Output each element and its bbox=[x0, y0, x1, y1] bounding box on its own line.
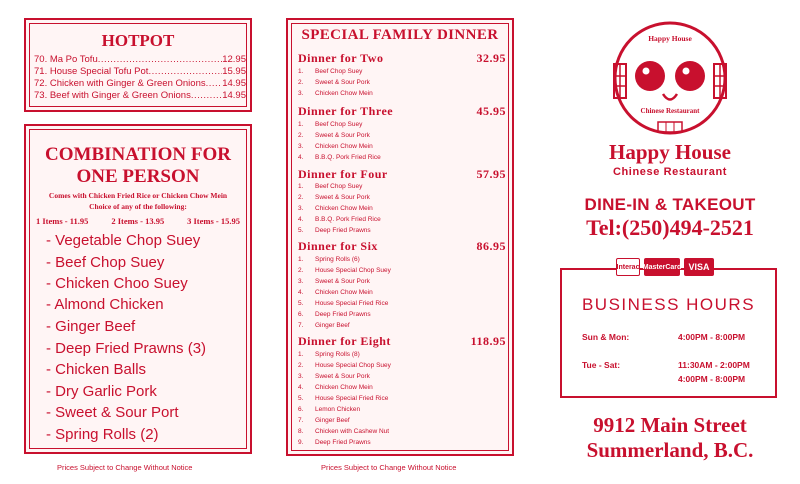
dinner-item: 4. Chicken Chow Mein bbox=[298, 384, 373, 391]
hotpot-item-name: 72. Chicken with Ginger & Green Onions bbox=[34, 78, 206, 89]
dinner-item: 1. Spring Rolls (8) bbox=[298, 351, 360, 358]
dinner-item: 2. Sweet & Sour Pork bbox=[298, 79, 370, 86]
dinner-item: 3. Chicken Chow Mein bbox=[298, 90, 373, 97]
dinner-name: Dinner for Four bbox=[298, 167, 388, 181]
dinner-item: 4. B.B.Q. Pork Fried Rice bbox=[298, 216, 381, 223]
dinner-item: 3. Sweet & Sour Pork bbox=[298, 373, 370, 380]
hours-days: Tue - Sat: bbox=[582, 360, 621, 370]
hotpot-item-price: 14.95 bbox=[222, 78, 246, 89]
dinner-price: 57.95 bbox=[476, 167, 506, 181]
family-dinner-title: SPECIAL FAMILY DINNER bbox=[301, 27, 499, 43]
combination-panel bbox=[24, 124, 252, 454]
hotpot-item-name: 71. House Special Tofu Pot bbox=[34, 66, 149, 77]
combination-item: - Spring Rolls (2) bbox=[46, 426, 159, 443]
hotpot-item-price: 15.95 bbox=[222, 66, 246, 77]
dinner-item: 1. Beef Chop Suey bbox=[298, 68, 363, 75]
logo-bottom-text: Chinese Restaurant bbox=[640, 107, 700, 115]
dinner-name: Dinner for Six bbox=[298, 239, 378, 253]
interac-icon: Interac bbox=[616, 258, 640, 276]
hours-time: 4:00PM - 8:00PM bbox=[678, 332, 746, 342]
dinner-item: 9. Deep Fried Prawns bbox=[298, 439, 371, 446]
hotpot-title: HOTPOT bbox=[101, 31, 175, 50]
dinner-item: 7. Ginger Beef bbox=[298, 322, 350, 329]
dinner-item: 1. Beef Chop Suey bbox=[298, 121, 363, 128]
happy-house-logo bbox=[612, 20, 728, 136]
dinner-item: 7. Ginger Beef bbox=[298, 417, 350, 424]
business-hours-panel bbox=[560, 268, 777, 398]
dinner-name: Dinner for Three bbox=[298, 104, 394, 118]
dinner-heading bbox=[298, 167, 506, 182]
dinner-item: 6. Deep Fried Prawns bbox=[298, 311, 371, 318]
dinner-heading bbox=[298, 334, 506, 349]
hotpot-item-name: 73. Beef with Ginger & Green Onions bbox=[34, 90, 191, 101]
hotpot-item-price: 14.95 bbox=[222, 90, 246, 101]
combination-item: - Deep Fried Prawns (3) bbox=[46, 340, 207, 357]
combination-item: - Chicken Choo Suey bbox=[46, 275, 188, 292]
hotpot-item-price: 12.95 bbox=[222, 54, 246, 65]
combination-item: - Chicken Balls bbox=[46, 361, 147, 378]
payment-methods bbox=[616, 258, 714, 276]
logo-top-text: Happy House bbox=[648, 34, 692, 43]
hotpot-panel bbox=[24, 18, 252, 112]
dinner-item: 2. Sweet & Sour Pork bbox=[298, 132, 370, 139]
dinner-item: 8. Chicken with Cashew Nut bbox=[298, 428, 390, 435]
dinner-item: 2. House Special Chop Suey bbox=[298, 267, 391, 274]
dinner-item: 4. Chicken Chow Mein bbox=[298, 289, 373, 296]
address-line1: 9912 Main Street bbox=[593, 413, 747, 437]
combination-tier: 3 Items - 15.95 bbox=[187, 216, 240, 226]
family-dinner-panel bbox=[286, 18, 514, 456]
dinner-item: 5. Deep Fried Prawns bbox=[298, 227, 371, 234]
dinner-item: 1. Beef Chop Suey bbox=[298, 183, 363, 190]
hours-time: 11:30AM - 2:00PM bbox=[678, 360, 750, 370]
combination-title bbox=[26, 144, 250, 188]
dinner-item: 3. Chicken Chow Mein bbox=[298, 143, 373, 150]
combination-subtitle-line2: Choice of any of the following: bbox=[89, 202, 187, 211]
dinner-name: Dinner for Eight bbox=[298, 334, 391, 348]
hotpot-item bbox=[34, 78, 246, 89]
dinner-price: 45.95 bbox=[476, 104, 506, 118]
combination-item: - Vegetable Chop Suey bbox=[46, 232, 201, 249]
address-line2: Summerland, B.C. bbox=[586, 438, 754, 462]
hours-days: Sun & Mon: bbox=[582, 332, 630, 342]
dinner-item: 1. Spring Rolls (6) bbox=[298, 256, 360, 263]
restaurant-tagline: Chinese Restaurant bbox=[612, 166, 728, 178]
combination-tier: 1 Items - 11.95 bbox=[36, 216, 89, 226]
combination-item: - Almond Chicken bbox=[46, 296, 164, 313]
dinner-heading bbox=[298, 104, 506, 119]
price-notice-middle: Prices Subject to Change Without Notice bbox=[321, 463, 457, 472]
combination-tier: 2 Items - 13.95 bbox=[111, 216, 165, 226]
dinner-price: 32.95 bbox=[476, 51, 506, 65]
combination-subtitle-line1: Comes with Chicken Fried Rice or Chicken Chow Mein bbox=[48, 191, 228, 200]
price-notice-left: Prices Subject to Change Without Notice bbox=[57, 463, 193, 472]
hotpot-item bbox=[34, 54, 246, 65]
mastercard-icon: MasterCard bbox=[644, 258, 680, 276]
combination-item: - Beef Chop Suey bbox=[46, 254, 165, 271]
combination-item: - Ginger Beef bbox=[46, 318, 136, 335]
hotpot-item-name: 70. Ma Po Tofu bbox=[34, 54, 98, 65]
dinner-item: 2. House Special Chop Suey bbox=[298, 362, 391, 369]
dinner-item: 3. Chicken Chow Mein bbox=[298, 205, 373, 212]
business-hours-title: BUSINESS HOURS bbox=[581, 295, 756, 314]
hotpot-item bbox=[34, 66, 246, 77]
combination-subtitle bbox=[26, 190, 250, 212]
combination-item: - Sweet & Sour Port bbox=[46, 404, 179, 421]
combination-title-line1: COMBINATION FOR bbox=[45, 144, 231, 165]
dinner-item: 4. B.B.Q. Pork Fried Rice bbox=[298, 154, 381, 161]
restaurant-name: Happy House bbox=[609, 140, 731, 164]
combination-title-line2: ONE PERSON bbox=[76, 166, 200, 187]
dinner-heading bbox=[298, 51, 506, 66]
visa-icon: VISA bbox=[684, 258, 714, 276]
combination-tiers bbox=[26, 216, 250, 226]
dinner-name: Dinner for Two bbox=[298, 51, 384, 65]
dinner-item: 6. Lemon Chicken bbox=[298, 406, 361, 413]
dinner-item: 3. Sweet & Sour Pork bbox=[298, 278, 370, 285]
combination-item: - Dry Garlic Pork bbox=[46, 383, 157, 400]
service-type: DINE-IN & TAKEOUT bbox=[584, 195, 756, 214]
dinner-item: 2. Sweet & Sour Pork bbox=[298, 194, 370, 201]
hotpot-item bbox=[34, 90, 246, 101]
dinner-price: 118.95 bbox=[470, 334, 506, 348]
dinner-item: 5. House Special Fried Rice bbox=[298, 395, 389, 402]
dinner-heading bbox=[298, 239, 506, 254]
phone-number: Tel:(250)494-2521 bbox=[586, 215, 754, 240]
hours-time: 4:00PM - 8:00PM bbox=[678, 374, 746, 384]
dinner-item: 5. House Special Fried Rice bbox=[298, 300, 389, 307]
dinner-price: 86.95 bbox=[476, 239, 506, 253]
